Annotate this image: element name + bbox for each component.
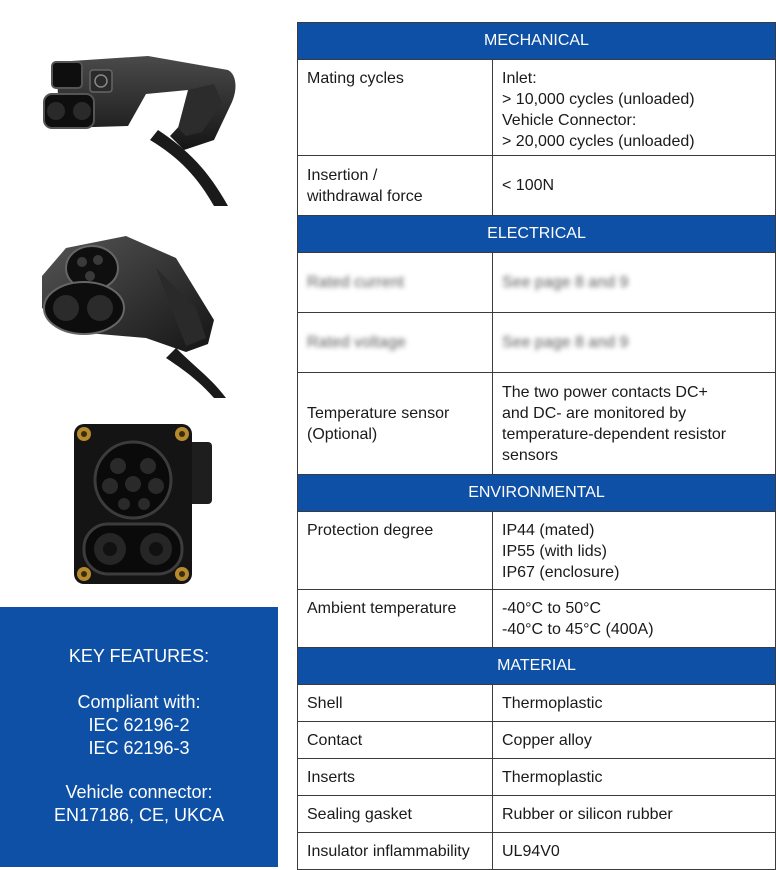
table-row	[298, 590, 776, 648]
spec-label: Mating cycles	[307, 70, 404, 87]
spec-label-cell	[298, 833, 493, 870]
spec-label: Contact	[307, 731, 363, 749]
spec-label: Protection degree	[307, 522, 434, 539]
spec-label-line: withdrawal force	[307, 187, 423, 205]
spec-label: Ambient temperature	[307, 600, 457, 617]
spec-value-cell	[493, 373, 776, 475]
spec-value-line: Vehicle Connector:	[502, 112, 637, 129]
spec-label-cell	[298, 156, 493, 216]
ccs2-vehicle-inlet-front-view-icon	[68, 420, 218, 590]
spec-value: Copper alloy	[502, 731, 592, 749]
blurred-spec-label: Rated voltage	[307, 334, 406, 351]
spec-value: Thermoplastic	[502, 768, 603, 786]
spec-label: Inserts	[307, 768, 356, 786]
spec-value-line: -40°C to 50°C	[502, 600, 602, 617]
spec-label-cell	[298, 685, 493, 722]
section-header-row	[298, 23, 776, 60]
spec-label-cell	[298, 590, 493, 648]
table-row	[298, 373, 776, 475]
spec-value-line: > 10,000 cycles (unloaded)	[502, 91, 695, 108]
spec-label-line: Insertion /	[307, 166, 378, 184]
spec-label-line: (Optional)	[307, 425, 378, 443]
spec-label-cell	[298, 60, 493, 156]
electrical-header: ELECTRICAL	[298, 216, 776, 253]
key-features-title: KEY FEATURES:	[68, 646, 210, 666]
spec-value-cell	[493, 722, 776, 759]
spec-value-line: The two power contacts DC+	[502, 383, 708, 401]
table-row	[298, 60, 776, 156]
table-row	[298, 796, 776, 833]
spec-value-cell	[493, 313, 776, 373]
ccs2-charging-handle-side-view-icon	[38, 40, 238, 206]
vehicle-connector-value: EN17186, CE, UKCA	[53, 805, 225, 825]
spec-value-cell	[493, 253, 776, 313]
ccs2-charging-handle-front-angle-view-icon	[36, 228, 232, 398]
spec-value-line: IP44 (mated)	[502, 522, 595, 539]
vehicle-connector-section	[0, 781, 278, 827]
spec-value-cell	[493, 60, 776, 156]
table-row	[298, 833, 776, 870]
spec-value: Rubber or silicon rubber	[502, 805, 673, 823]
product-images-column	[0, 0, 278, 867]
spec-label-line: Temperature sensor	[307, 404, 450, 422]
spec-label-cell	[298, 253, 493, 313]
spec-label-cell	[298, 313, 493, 373]
spec-label-cell	[298, 759, 493, 796]
spec-value-line: -40°C to 45°C (400A)	[502, 621, 654, 638]
spec-label: Shell	[307, 694, 343, 712]
spec-value-cell	[493, 833, 776, 870]
spec-value-cell	[493, 512, 776, 590]
material-header: MATERIAL	[298, 648, 776, 685]
spec-label: Insulator inflammability	[307, 842, 470, 860]
spec-value-cell	[493, 759, 776, 796]
table-row	[298, 313, 776, 373]
table-row	[298, 512, 776, 590]
spec-label-cell	[298, 373, 493, 475]
spec-value-line: Inlet:	[502, 70, 537, 87]
environmental-header: ENVIRONMENTAL	[298, 475, 776, 512]
spec-value: Thermoplastic	[502, 694, 603, 712]
table-row	[298, 253, 776, 313]
section-header-row	[298, 475, 776, 512]
section-header-row	[298, 648, 776, 685]
spec-label-cell	[298, 796, 493, 833]
spec-value: < 100N	[502, 177, 555, 194]
table-row	[298, 722, 776, 759]
spec-value-cell	[493, 156, 776, 216]
compliant-heading: Compliant with:	[77, 692, 201, 712]
key-features-box	[0, 607, 278, 867]
spec-label-cell	[298, 512, 493, 590]
table-row	[298, 759, 776, 796]
spec-value-line: and DC- are monitored by	[502, 404, 687, 422]
spec-value-line: sensors	[502, 446, 559, 464]
mechanical-header: MECHANICAL	[298, 23, 776, 60]
specifications-table	[297, 22, 776, 870]
compliant-section	[0, 691, 278, 760]
spec-label-cell	[298, 722, 493, 759]
spec-label: Sealing gasket	[307, 805, 412, 823]
blurred-spec-value: See page 8 and 9	[502, 274, 629, 291]
spec-value-cell	[493, 685, 776, 722]
spec-value: UL94V0	[502, 842, 560, 860]
blurred-spec-label: Rated current	[307, 274, 404, 291]
spec-value-line: > 20,000 cycles (unloaded)	[502, 133, 695, 150]
spec-value-line: IP67 (enclosure)	[502, 564, 620, 581]
spec-value-line: IP55 (with lids)	[502, 543, 607, 560]
table-row	[298, 685, 776, 722]
compliant-item: IEC 62196-3	[88, 738, 190, 758]
spec-value-line: temperature-dependent resistor	[502, 425, 727, 443]
blurred-spec-value: See page 8 and 9	[502, 334, 629, 351]
table-row	[298, 156, 776, 216]
vehicle-connector-heading: Vehicle connector:	[65, 782, 213, 802]
spec-value-cell	[493, 590, 776, 648]
spec-value-cell	[493, 796, 776, 833]
section-header-row	[298, 216, 776, 253]
compliant-item: IEC 62196-2	[88, 715, 190, 735]
